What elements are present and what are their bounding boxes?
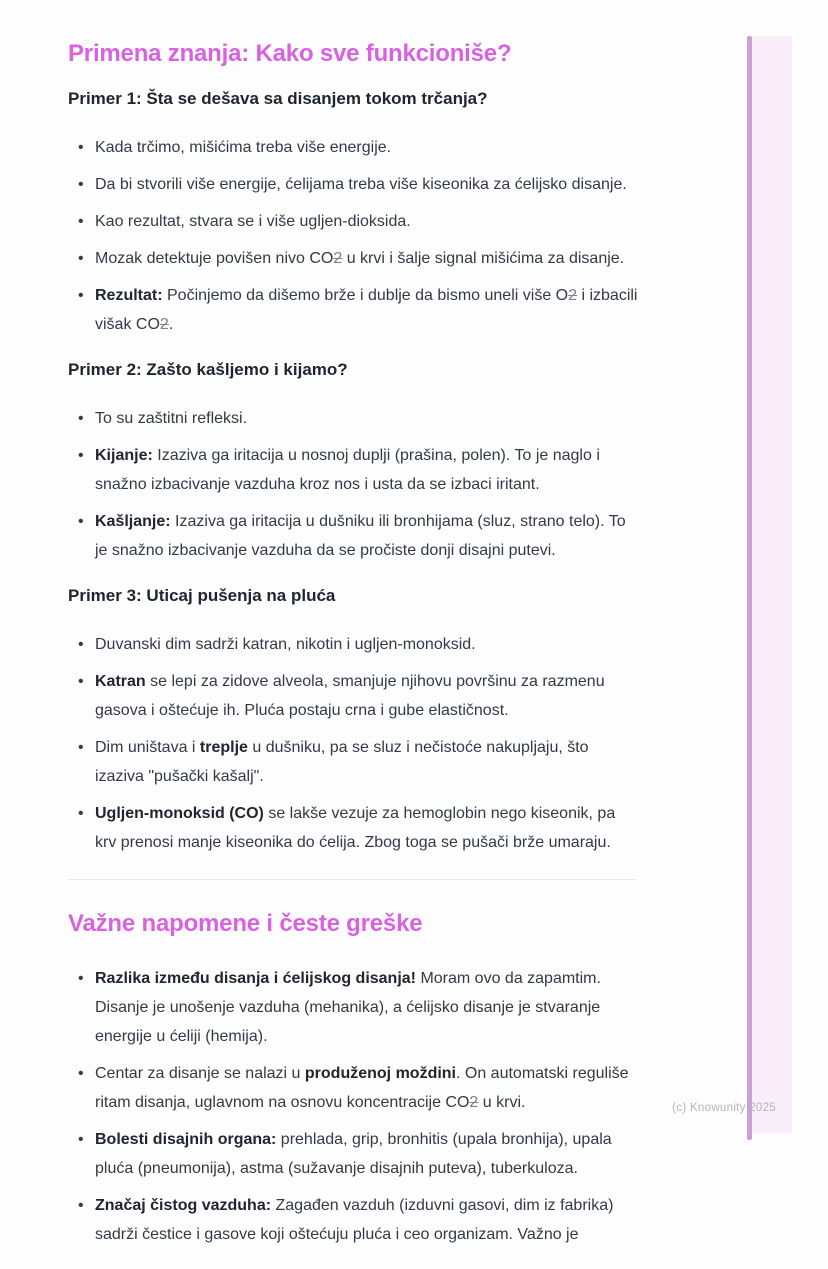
section-title-vazne-napomene: Važne napomene i česte greške bbox=[68, 910, 423, 938]
bullet-icon bbox=[78, 733, 95, 762]
bullet-icon bbox=[78, 964, 95, 993]
section-title-primena-znanja: Primena znanja: Kako sve funkcioniše? bbox=[68, 40, 512, 67]
list-item-text: Ugljen-monoksid (CO) se lakše vezuje za hemoglobin nego kiseonik, pa krv prenosi manje kiseonika do ćelija. Zbog toga se pušači brže umaraju. bbox=[95, 805, 616, 852]
list-item bbox=[68, 733, 638, 791]
list-item bbox=[68, 1191, 638, 1249]
list-item bbox=[68, 207, 638, 236]
bullet-list-vazne-napomene bbox=[68, 964, 638, 1249]
bullet-icon bbox=[78, 244, 95, 273]
subsection-heading-primer-3: Primer 3: Uticaj pušenja na pluća bbox=[68, 586, 336, 606]
page-accent-bar-line bbox=[747, 36, 752, 1140]
bullet-icon bbox=[78, 1059, 95, 1088]
list-item-text: Mozak detektuje povišen nivo CO2 u krvi i šalje signal mišićima za disanje. bbox=[95, 249, 625, 267]
list-item-text: Kijanje: Izaziva ga iritacija u nosnoj duplji (prašina, polen). To je naglo i snažno izbacivanje vazduha kroz nos i usta da se izbaci iritant. bbox=[95, 447, 600, 494]
watermark: (c) Knowunity 2025 bbox=[672, 1102, 776, 1114]
page-accent-bar-fill bbox=[752, 36, 792, 1133]
list-item-text: Značaj čistog vazduha: Zagađen vazduh (izduvni gasovi, dim iz fabrika) sadrži čestice i gasove koji oštećuju pluća i ceo organizam. Važno je bbox=[95, 1196, 614, 1243]
list-item bbox=[68, 281, 638, 339]
bullet-icon bbox=[78, 1191, 95, 1220]
list-item bbox=[68, 799, 638, 857]
bullet-icon bbox=[78, 404, 95, 433]
list-item bbox=[68, 170, 638, 199]
bullet-icon bbox=[78, 281, 95, 310]
bullet-icon bbox=[78, 133, 95, 162]
list-item-text: Centar za disanje se nalazi u produženoj moždini. On automatski reguliše ritam disanja, uglavnom na osnovu koncentracije CO2 u krvi. bbox=[95, 1064, 629, 1111]
bullet-icon bbox=[78, 170, 95, 199]
bullet-icon bbox=[78, 441, 95, 470]
bullet-icon bbox=[78, 207, 95, 236]
list-item bbox=[68, 507, 638, 565]
bullet-icon bbox=[78, 667, 95, 696]
list-item-text: Kao rezultat, stvara se i više ugljen-dioksida. bbox=[95, 212, 411, 230]
bullet-icon bbox=[78, 507, 95, 536]
bullet-list-primer-1 bbox=[68, 133, 638, 339]
bullet-list-primer-3 bbox=[68, 630, 638, 857]
list-item-text: To su zaštitni refleksi. bbox=[95, 410, 248, 428]
list-item bbox=[68, 1059, 638, 1117]
list-item bbox=[68, 133, 638, 162]
bullet-icon bbox=[78, 799, 95, 828]
list-item-text: Kašljanje: Izaziva ga iritacija u dušniku ili bronhijama (sluz, strano telo). To je snažno izbacivanje vazduha da se pročiste donji disajni putevi. bbox=[95, 513, 626, 560]
list-item bbox=[68, 630, 638, 659]
subsection-heading-primer-1: Primer 1: Šta se dešava sa disanjem tokom trčanja? bbox=[68, 88, 488, 108]
list-item bbox=[68, 404, 638, 433]
list-item-text: Kada trčimo, mišićima treba više energije. bbox=[95, 138, 392, 156]
list-item-text: Bolesti disajnih organa: prehlada, grip, bronhitis (upala bronhija), upala pluća (pneumonija), astma (sužavanje disajnih puteva), tuberkuloza. bbox=[95, 1130, 612, 1177]
list-item bbox=[68, 441, 638, 499]
list-item bbox=[68, 964, 638, 1051]
list-item-text: Katran se lepi za zidove alveola, smanjuje njihovu površinu za razmenu gasova i oštećuje ih. Pluća postaju crna i gube elastičnost. bbox=[95, 673, 605, 720]
list-item-text: Razlika između disanja i ćelijskog disanja! Moram ovo da zapamtim. Disanje je unošenje vazduha (mehanika), a ćelijsko disanje je stvaranje energije u ćeliji (hemija). bbox=[95, 969, 601, 1045]
list-item bbox=[68, 1125, 638, 1183]
bullet-list-primer-2 bbox=[68, 404, 638, 565]
list-item-text: Rezultat: Počinjemo da dišemo brže i dublje da bismo uneli više O2 i izbacili višak CO2. bbox=[95, 286, 638, 333]
section-divider bbox=[68, 879, 636, 880]
list-item-text: Dim uništava i treplje u dušniku, pa se sluz i nečistoće nakupljaju, što izaziva "pušački kašalj". bbox=[95, 739, 589, 786]
subsection-heading-primer-2: Primer 2: Zašto kašljemo i kijamo? bbox=[68, 359, 348, 379]
bullet-icon bbox=[78, 630, 95, 659]
list-item-text: Duvanski dim sadrži katran, nikotin i ugljen-monoksid. bbox=[95, 636, 476, 654]
list-item bbox=[68, 667, 638, 725]
document-content bbox=[68, 0, 638, 1269]
bullet-icon bbox=[78, 1125, 95, 1154]
list-item-text: Da bi stvorili više energije, ćelijama treba više kiseonika za ćelijsko disanje. bbox=[95, 175, 627, 193]
list-item bbox=[68, 244, 638, 273]
